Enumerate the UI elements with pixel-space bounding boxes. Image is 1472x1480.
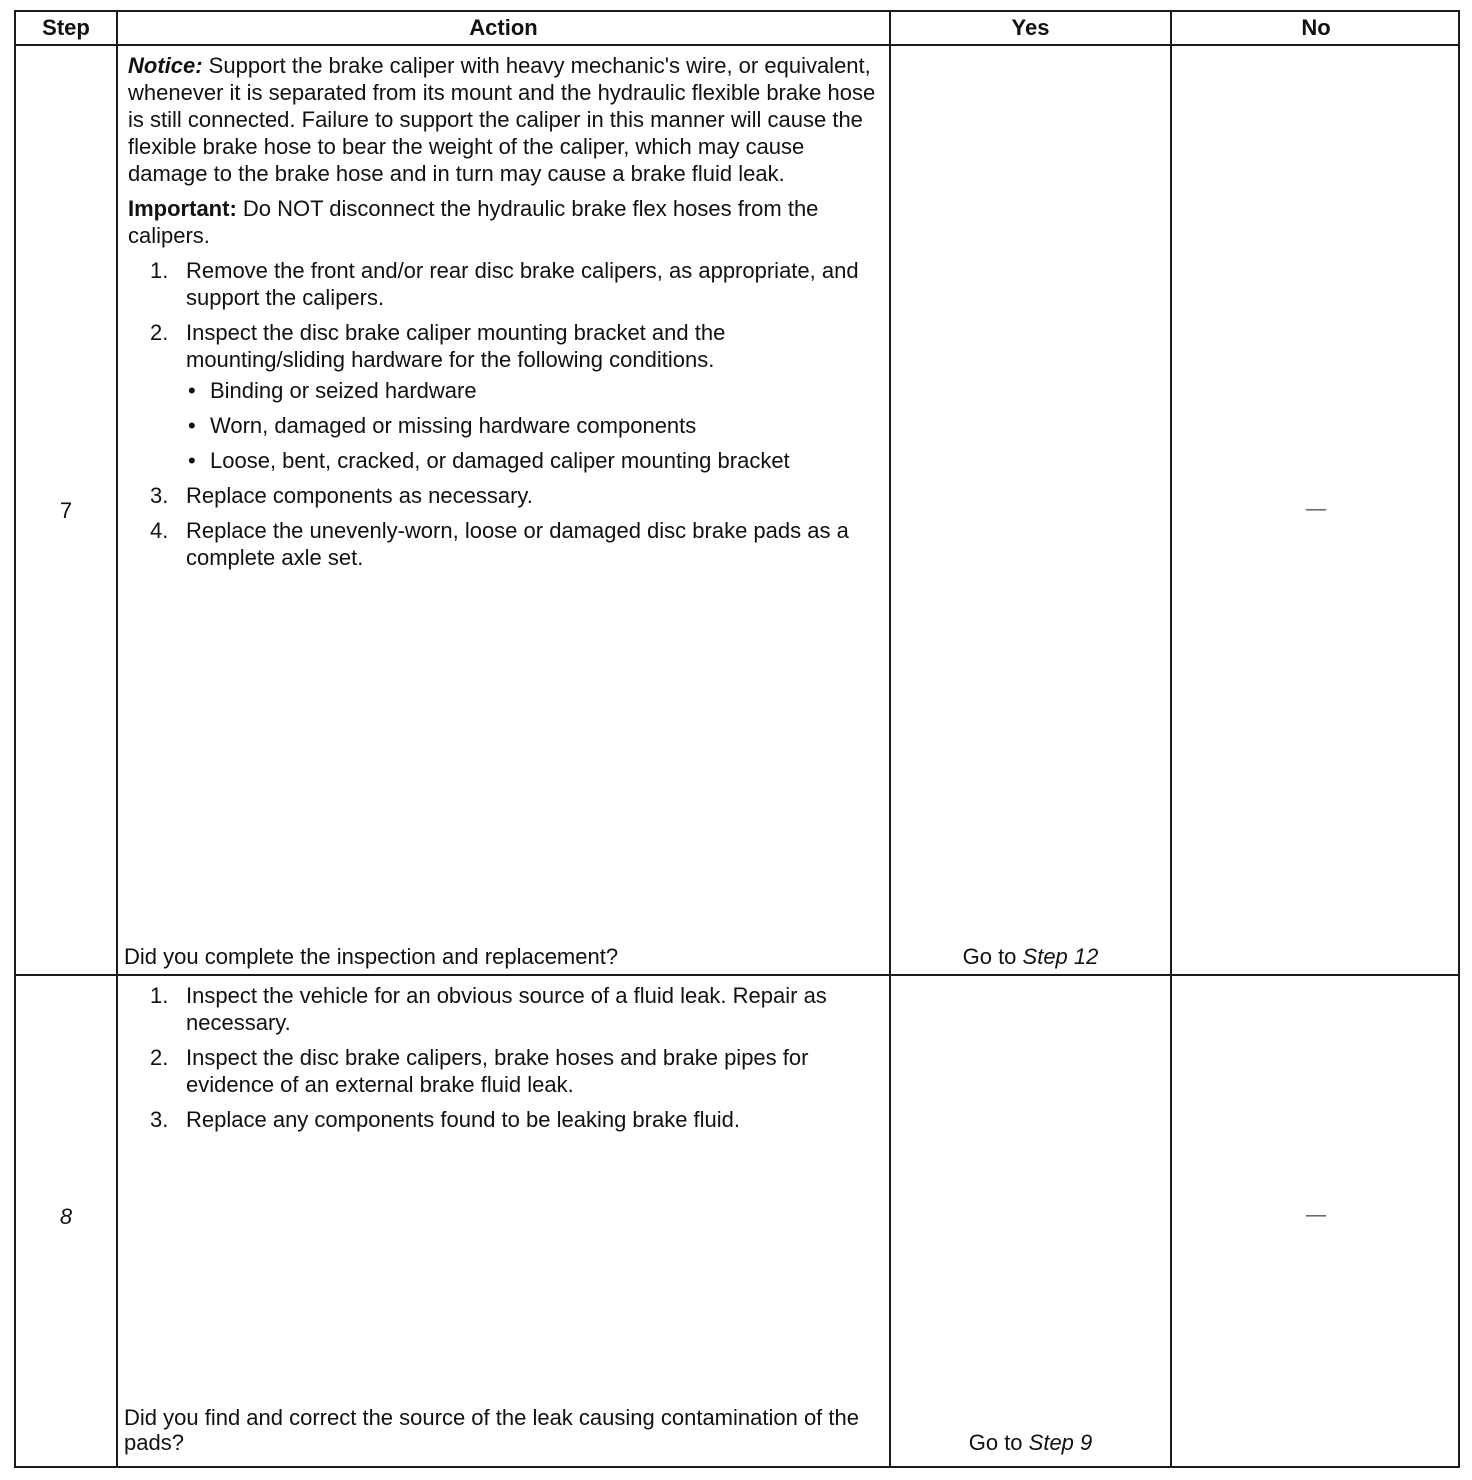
important-label: Important: [128,196,237,221]
bullet-icon: • [188,378,196,403]
header-action: Action [469,15,538,40]
question-text: Did you complete the inspection and replacement? [124,944,619,969]
yes-prefix: Go to [968,1430,1029,1455]
list-item [128,319,880,474]
step-number: 8 [59,1204,73,1229]
column-divider [116,12,118,1466]
row-divider [16,974,1458,976]
header-no: No [1301,15,1331,40]
condition-list [186,377,880,474]
list-item-text: Replace the unevenly-worn, loose or damaged disc brake pads as a complete axle set. [186,518,849,570]
bullet-item [186,447,880,474]
list-item-number: 2. [150,320,169,345]
diagnostic-table [14,10,1460,1468]
bullet-item [186,412,880,439]
important-text: Do NOT disconnect the hydraulic brake flex hoses from the calipers. [128,196,819,248]
header-step: Step [42,15,90,40]
question-text: Did you find and correct the source of the leak causing contamination of the pads? [124,1405,859,1455]
list-item-number: 1. [150,983,169,1008]
list-item [128,1044,880,1098]
yes-prefix: Go to [962,944,1023,969]
important-paragraph [128,195,880,249]
list-item-text: Remove the front and/or rear disc brake calipers, as appropriate, and support the calipers. [186,258,859,310]
header-yes: Yes [1011,15,1050,40]
header-divider [16,44,1458,46]
bullet-icon: • [188,413,196,438]
notice-label: Notice: [128,53,203,78]
list-item-text: Inspect the disc brake caliper mounting bracket and the mounting/sliding hardware for the following conditions. [186,320,726,372]
list-item-text: Inspect the vehicle for an obvious source of a fluid leak. Repair as necessary. [186,983,827,1035]
notice-paragraph [128,52,880,187]
procedure-list [128,982,880,1133]
bullet-icon: • [188,448,196,473]
step-number: 7 [59,498,73,523]
action-cell [128,982,880,1141]
list-item-text: Replace any components found to be leaking brake fluid. [186,1107,741,1132]
no-result: — [1306,1204,1326,1226]
list-item-number: 3. [150,1107,169,1132]
list-item [128,1106,880,1133]
list-item-text: Inspect the disc brake calipers, brake hoses and brake pipes for evidence of an external brake fluid leak. [186,1045,809,1097]
column-divider [889,12,891,1466]
bullet-item [186,377,880,404]
bullet-text: Worn, damaged or missing hardware components [210,413,697,438]
bullet-text: Binding or seized hardware [210,378,477,403]
list-item [128,482,880,509]
list-item [128,257,880,311]
list-item [128,517,880,571]
list-item-text: Replace components as necessary. [186,483,533,508]
yes-step-link: Step 12 [1022,944,1099,969]
procedure-list [128,257,880,571]
yes-result [891,944,1170,970]
list-item-number: 3. [150,483,169,508]
notice-text: Support the brake caliper with heavy mechanic's wire, or equivalent, whenever it is separated from its mount and the hydraulic flexible brake hose is still connected. Failure to support the caliper in this manner will cause the flexible brake hose to bear the weight of the caliper, which may cause damage to the brake hose and in turn may cause a brake fluid leak. [128,53,876,186]
action-cell [128,52,880,579]
list-item-number: 1. [150,258,169,283]
yes-step-link: Step 9 [1028,1430,1093,1455]
bullet-text: Loose, bent, cracked, or damaged caliper mounting bracket [210,448,790,473]
list-item [128,982,880,1036]
no-result: — [1306,498,1326,520]
list-item-number: 4. [150,518,169,543]
column-divider [1170,12,1172,1466]
list-item-number: 2. [150,1045,169,1070]
yes-result [891,1430,1170,1456]
